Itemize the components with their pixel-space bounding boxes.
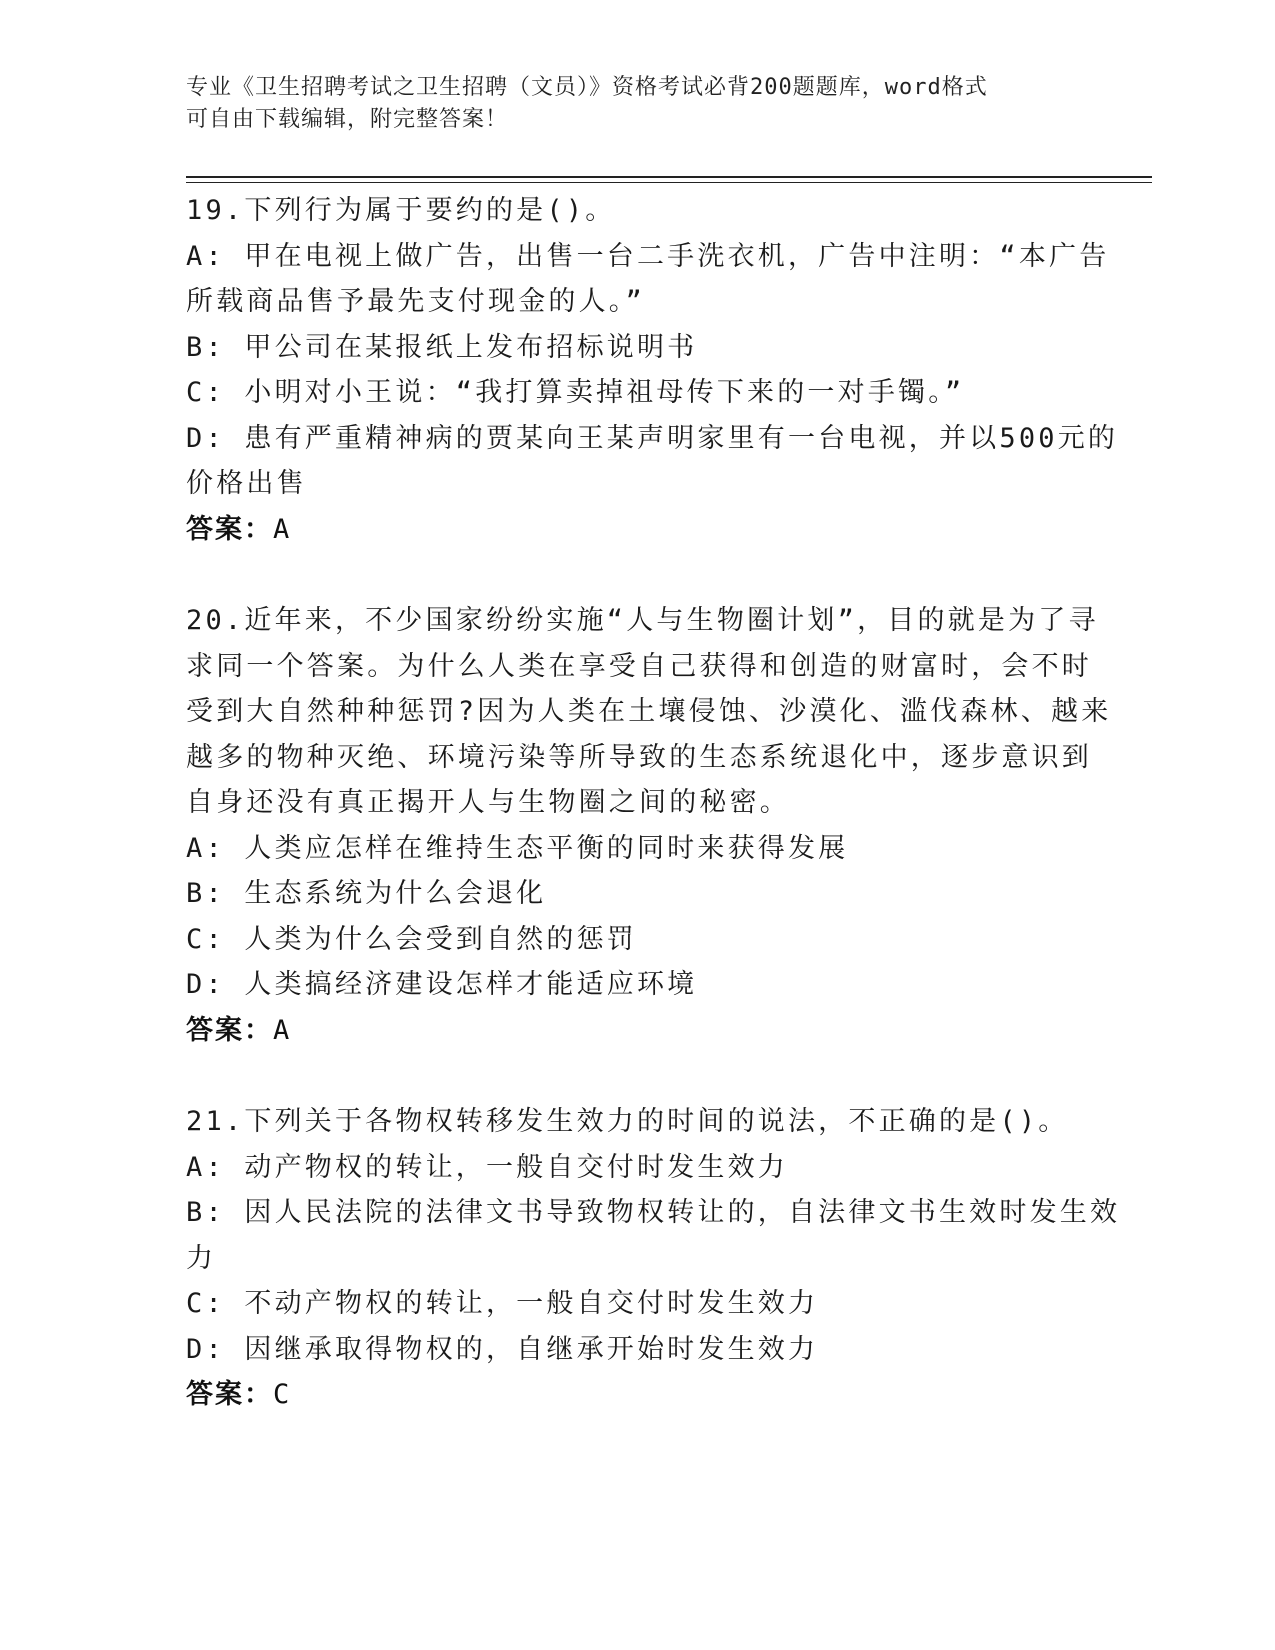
option-a-line: A: 甲在电视上做广告，出售一台二手洗衣机，广告中注明：“本广告 <box>186 240 1110 272</box>
question-stem-line: 求同一个答案。为什么人类在享受自己获得和创造的财富时，会不时 <box>186 650 1092 682</box>
document-header <box>186 72 1066 136</box>
option-a-line: A: 人类应怎样在维持生态平衡的同时来获得发展 <box>186 832 849 864</box>
answer-row <box>186 507 1086 553</box>
question-stem-line: 19.下列行为属于要约的是()。 <box>186 195 616 226</box>
question-stem-line: 20.近年来，不少国家纷纷实施“人与生物圈计划”，目的就是为了寻 <box>186 605 1099 636</box>
question-21 <box>186 1099 1121 1418</box>
header-divider-thick <box>186 176 1152 178</box>
option-c-line: C: 小明对小王说：“我打算卖掉祖母传下来的一对手镯。” <box>186 377 965 408</box>
header-line-1: 专业《卫生招聘考试之卫生招聘（文员）》资格考试必背200题题库，word格式 <box>186 75 988 100</box>
option-c-line: C: 不动产物权的转让，一般自交付时发生效力 <box>186 1288 819 1319</box>
option-d-line: D: 患有严重精神病的贾某向王某声明家里有一台电视，并以500元的 <box>186 422 1119 454</box>
option-a-line: A: 动产物权的转让，一般自交付时发生效力 <box>186 1151 788 1183</box>
question-20 <box>186 598 1112 1053</box>
option-c-line: C: 人类为什么会受到自然的惩罚 <box>186 923 637 955</box>
answer-row <box>186 1008 1086 1054</box>
option-d-line: D: 因继承取得物权的，自继承开始时发生效力 <box>186 1333 819 1365</box>
option-b-line: 力 <box>186 1242 217 1274</box>
question-stem-line: 受到大自然种种惩罚?因为人类在土壤侵蚀、沙漠化、滥伐森林、越来 <box>186 696 1112 727</box>
option-d-line: 价格出售 <box>186 468 307 499</box>
answer-label: 答案： <box>186 513 273 545</box>
question-19 <box>186 188 1119 552</box>
answer-label: 答案： <box>186 1014 273 1046</box>
answer-value: A <box>273 1014 292 1046</box>
option-b-line: B: 因人民法院的法律文书导致物权转让的，自法律文书生效时发生效 <box>186 1197 1121 1228</box>
option-a-line: 所载商品售予最先支付现金的人。” <box>186 286 645 317</box>
question-stem-line: 自身还没有真正揭开人与生物圈之间的秘密。 <box>186 787 790 818</box>
header-divider-thin <box>186 182 1152 183</box>
answer-value: C <box>273 1379 292 1410</box>
answer-label: 答案： <box>186 1379 273 1410</box>
option-d-line: D: 人类搞经济建设怎样才能适应环境 <box>186 969 698 1000</box>
question-list <box>186 188 1121 1464</box>
header-line-2: 可自由下载编辑，附完整答案！ <box>186 107 509 132</box>
option-b-line: B: 生态系统为什么会退化 <box>186 878 547 909</box>
answer-value: A <box>273 513 292 545</box>
option-b-line: B: 甲公司在某报纸上发布招标说明书 <box>186 331 698 363</box>
question-stem-line: 越多的物种灭绝、环境污染等所导致的生态系统退化中，逐步意识到 <box>186 741 1092 773</box>
question-stem-line: 21.下列关于各物权转移发生效力的时间的说法，不正确的是()。 <box>186 1106 1069 1137</box>
answer-row <box>186 1372 1086 1418</box>
